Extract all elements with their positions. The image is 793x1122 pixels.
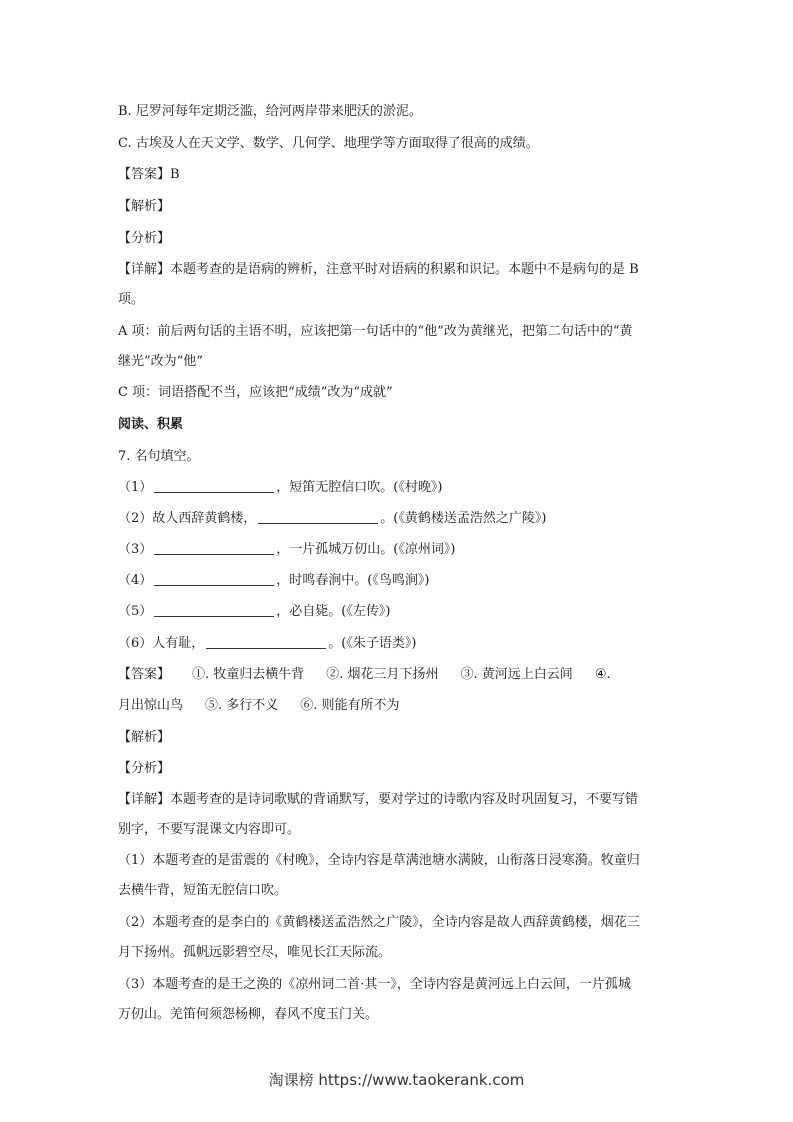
q7-item-4 xyxy=(118,571,693,591)
q7-answer-line-2 xyxy=(118,696,693,716)
q7-detail-line: 月下扬州。孤帆远影碧空尽，唯见长江天际流。 xyxy=(118,945,392,960)
q7-detail-line: 去横牛背，短笛无腔信口吹。 xyxy=(118,883,288,898)
option-b: B. 尼罗河每年定期泛滥，给河两岸带来肥沃的淤泥。 xyxy=(118,104,422,119)
q6-answer: 【答案】B xyxy=(118,167,180,182)
answer-label: 【答案】 xyxy=(118,667,171,682)
q7-answer-line-1 xyxy=(118,665,693,685)
answer-5: ⑤. 多行不义 xyxy=(205,698,279,713)
item-prefix: 人有耻， xyxy=(152,636,205,651)
option-c: C. 古埃及人在天文学、数学、几何学、地理学等方面取得了很高的成绩。 xyxy=(118,136,539,151)
answer-4: 月出惊山鸟 xyxy=(118,698,184,713)
q6-detail-line-1: 【详解】本题考查的是语病的辨析，注意平时对语病的积累和识记。本题中不是病句的是 B xyxy=(118,262,639,277)
fill-blank xyxy=(258,509,378,524)
q7-analysis-label: 【解析】 xyxy=(118,730,171,745)
answer-3: ③. 黄河远上白云间 xyxy=(460,667,573,682)
item-suffix: 。(《黄鹤楼送孟浩然之广陵》) xyxy=(380,511,547,526)
q6-fenxi-label: 【分析】 xyxy=(118,231,171,246)
section-title: 阅读、积累 xyxy=(118,417,184,432)
answer-6: ⑥. 则能有所不为 xyxy=(300,698,400,713)
q7-item-5 xyxy=(118,602,693,622)
q7-item-1 xyxy=(118,478,693,498)
item-number: （2） xyxy=(118,511,153,526)
fill-blank xyxy=(154,478,274,493)
fill-blank xyxy=(206,634,326,649)
q7-detail-line: 万仞山。羌笛何须怨杨柳，春风不度玉门关。 xyxy=(118,1007,379,1022)
answer-2: ②. 烟花三月下扬州 xyxy=(326,667,439,682)
q6-a-explanation-2: 继光”改为“他” xyxy=(118,354,203,369)
q6-detail-line-2: 项。 xyxy=(118,292,145,307)
item-suffix: 。(《朱子语类》) xyxy=(328,636,417,651)
fill-blank xyxy=(154,540,274,555)
item-number: （5） xyxy=(118,604,153,619)
q6-c-explanation: C 项：词语搭配不当，应该把“成绩”改为“成就” xyxy=(118,385,393,400)
q7-detail-line: （2）本题考查的是李白的《黄鹤楼送孟浩然之广陵》，全诗内容是故人西辞黄鹤楼，烟花三 xyxy=(118,915,640,930)
q7-detail-line: 别字，不要写混课文内容即可。 xyxy=(118,822,301,837)
q7-item-3 xyxy=(118,540,693,560)
item-suffix: ，时鸣春涧中。(《鸟鸣涧》) xyxy=(276,573,430,588)
q7-detail-line: 【详解】本题考查的是诗词歌赋的背诵默写，要对学过的诗歌内容及时巩固复习，不要写错 xyxy=(118,792,639,807)
answer-1: ①. 牧童归去横牛背 xyxy=(192,667,305,682)
q7-item-6 xyxy=(118,634,693,654)
answer-4-number: ④. xyxy=(594,667,611,682)
q7-detail-line: （3）本题考查的是王之涣的《凉州词二首·其一》，全诗内容是黄河远上白云间，一片孤城 xyxy=(118,977,631,992)
footer-watermark: 淘课榜 https://www.taokerank.com xyxy=(268,1071,525,1089)
fill-blank xyxy=(154,602,274,617)
item-suffix: ，一片孤城万仞山。(《凉州词》) xyxy=(276,542,456,557)
item-number: （1） xyxy=(118,480,153,495)
q6-a-explanation-1: A 项：前后两句话的主语不明，应该把第一句话中的“他”改为黄继光，把第二句话中的“黄 xyxy=(118,324,633,339)
q7-item-2 xyxy=(118,509,693,529)
item-number: （3） xyxy=(118,542,153,557)
item-number: （4） xyxy=(118,573,153,588)
fill-blank xyxy=(154,571,274,586)
item-number: （6） xyxy=(118,636,153,651)
item-suffix: ，必自毙。(《左传》) xyxy=(276,604,391,619)
item-suffix: ，短笛无腔信口吹。(《村晚》) xyxy=(276,480,443,495)
q7-title: 7. 名句填空。 xyxy=(118,449,200,464)
q6-analysis-label: 【解析】 xyxy=(118,199,171,214)
item-prefix: 故人西辞黄鹤楼， xyxy=(152,511,257,526)
q7-detail-line: （1）本题考查的是雷震的《村晚》，全诗内容是草满池塘水满陂，山衔落日浸寒漪。牧童归 xyxy=(118,853,640,868)
q7-fenxi-label: 【分析】 xyxy=(118,761,171,776)
